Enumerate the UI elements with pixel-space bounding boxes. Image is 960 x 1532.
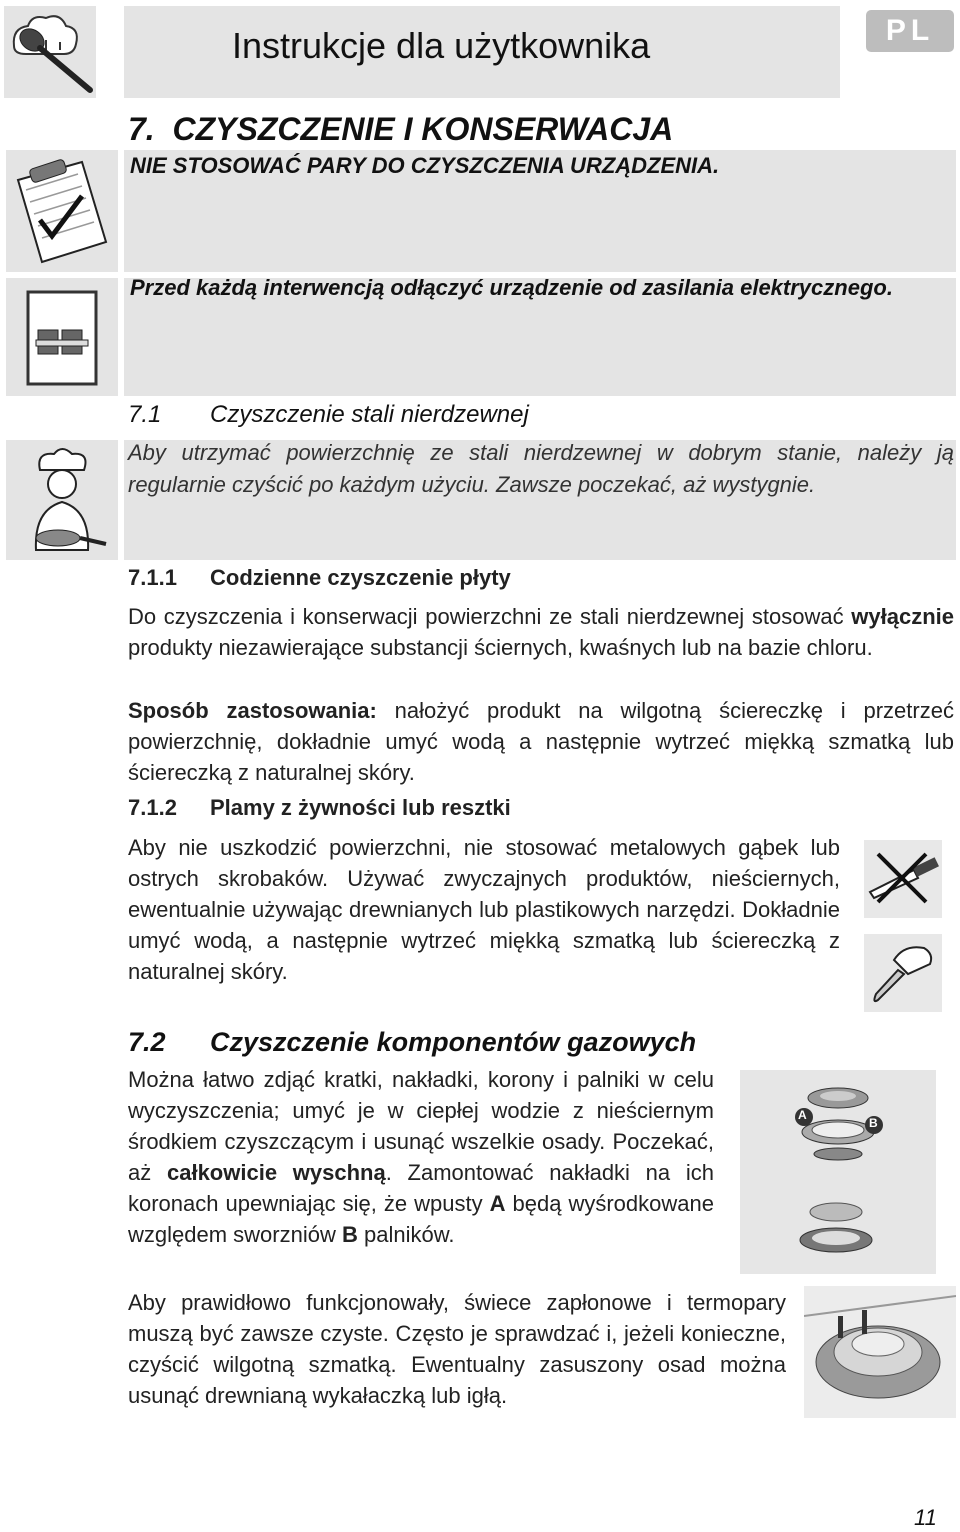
section-7-2-p1-text-a: Można łatwo zdjąć kratki, nakładki, korony i palniki w celu wyczyszczenia; umyć je w ciepłej wodzie z nieściernym środkiem czyszczącym i usunąć wszelkie osady. Poczekać, aż — [128, 1067, 714, 1185]
no-knife-figure — [864, 840, 942, 918]
burner-label-a: A — [798, 1108, 807, 1122]
section-7-1-1-title: Codzienne czyszczenie płyty — [210, 565, 511, 590]
section-7-1-2-heading — [128, 793, 511, 823]
notebook-check-icon — [6, 150, 118, 272]
section-7-2-paragraph-2: Aby prawidłowo funkcjonowały, świece zapłonowe i termopary muszą być zawsze czyste. Często je sprawdzać i, jeżeli konieczne, czyścić wilgotną szmatką. Ewentualny zasuszony osad można usunąć drewnianą wykałaczką lub igłą. — [128, 1290, 786, 1408]
hand-spatula-icon — [864, 934, 942, 1012]
section-7-1-number: 7.1 — [128, 401, 162, 428]
no-knife-icon — [864, 840, 942, 918]
section-7-1-1-paragraph-1 — [128, 601, 954, 663]
chef-spoon-icon — [4, 6, 96, 98]
language-badge-label: PL — [885, 14, 935, 47]
language-badge — [866, 10, 954, 52]
burner-exploded-icon — [740, 1070, 936, 1274]
section-7-2-p1-text-b: . Zamontować nakładki na ich koronach upewniając się, że wpusty — [128, 1160, 714, 1216]
section-7-title: 7. CZYSZCZENIE I KONSERWACJA — [128, 111, 674, 147]
section-7-2-p1-bold: całkowicie wyschną — [166, 1160, 386, 1185]
section-7-2-p1-text-d: palników. — [364, 1222, 455, 1247]
section-7-1-1-p2-bold: Sposób zastosowania: — [128, 698, 377, 723]
warning-text: NIE STOSOWAĆ PARY DO CZYSZCZENIA URZĄDZENIA. — [130, 153, 720, 178]
socket-icon-box — [6, 278, 118, 396]
notebook-icon-box — [6, 150, 118, 272]
thermocouple-icon — [804, 1286, 956, 1418]
thermocouple-figure — [804, 1286, 956, 1418]
chef-icon-box — [6, 440, 118, 560]
power-switch-icon — [6, 278, 118, 396]
section-7-2-heading — [128, 1024, 696, 1060]
page-number: 11 — [914, 1505, 937, 1530]
section-7-1-1-p2-text: nałożyć produkt na wilgotną ściereczkę i przetrzeć powierzchnię, dokładnie umyć wodą a następnie wytrzeć miękką szmatką lub ściereczką z naturalnej skóry. — [128, 698, 954, 785]
section-7-1-1-p1-bold: wyłącznie — [851, 604, 954, 629]
section-7-1-1-number: 7.1.1 — [128, 565, 177, 590]
section-7-1-1-heading — [128, 563, 511, 593]
section-7-2-p1-text-c: będą wyśrodkowane względem sworzniów — [128, 1191, 714, 1247]
section-7-1-1-paragraph-2 — [128, 695, 954, 788]
chef-icon — [6, 440, 118, 560]
section-7-1-1-p1-text-b: produkty niezawierające substancji ściernych, kwaśnych lub na bazie chloru. — [128, 635, 873, 660]
burner-figure — [740, 1070, 936, 1274]
section-7-1-2-text: Aby nie uszkodzić powierzchni, nie stosować metalowych gąbek lub ostrych skrobaków. Używać zwyczajnych produktów, nieściernych, ewentualnie używając drewnianych lub plastikowych narzędzi. Dokładnie umyć wodą, a następnie wytrzeć miękką szmatką lub ściereczką z naturalnej skóry. — [128, 835, 840, 984]
section-7-2-p1-letter-a: A — [489, 1191, 506, 1216]
section-7-1-2-number: 7.1.2 — [128, 795, 177, 820]
section-7-1-text: Aby utrzymać powierzchnię ze stali nierdzewnej w dobrym stanie, należy ją regularnie czyścić po każdym użyciu. Zawsze poczekać, aż wystygnie. — [128, 440, 954, 497]
section-7-1-2-title: Plamy z żywności lub resztki — [210, 795, 511, 820]
wooden-spatula-figure — [864, 934, 942, 1012]
section-7-1-title: Czyszczenie stali nierdzewnej — [210, 401, 529, 428]
section-7-1-heading — [128, 398, 529, 432]
section-7-2-p1-letter-b: B — [341, 1222, 358, 1247]
section-7-2-title: Czyszczenie komponentów gazowych — [210, 1027, 697, 1057]
page-title: Instrukcje dla użytkownika — [232, 25, 651, 66]
section-7-2-number: 7.2 — [128, 1027, 166, 1057]
logo-box — [4, 6, 96, 98]
burner-label-b: B — [869, 1116, 878, 1130]
section-7-2-paragraph-1 — [128, 1064, 714, 1250]
section-7-1-1-p1-text-a: Do czyszczenia i konserwacji powierzchni ze stali nierdzewnej stosować — [128, 604, 844, 629]
power-note-text: Przed każdą interwencją odłączyć urządzenie od zasilania elektrycznego. — [130, 275, 893, 300]
